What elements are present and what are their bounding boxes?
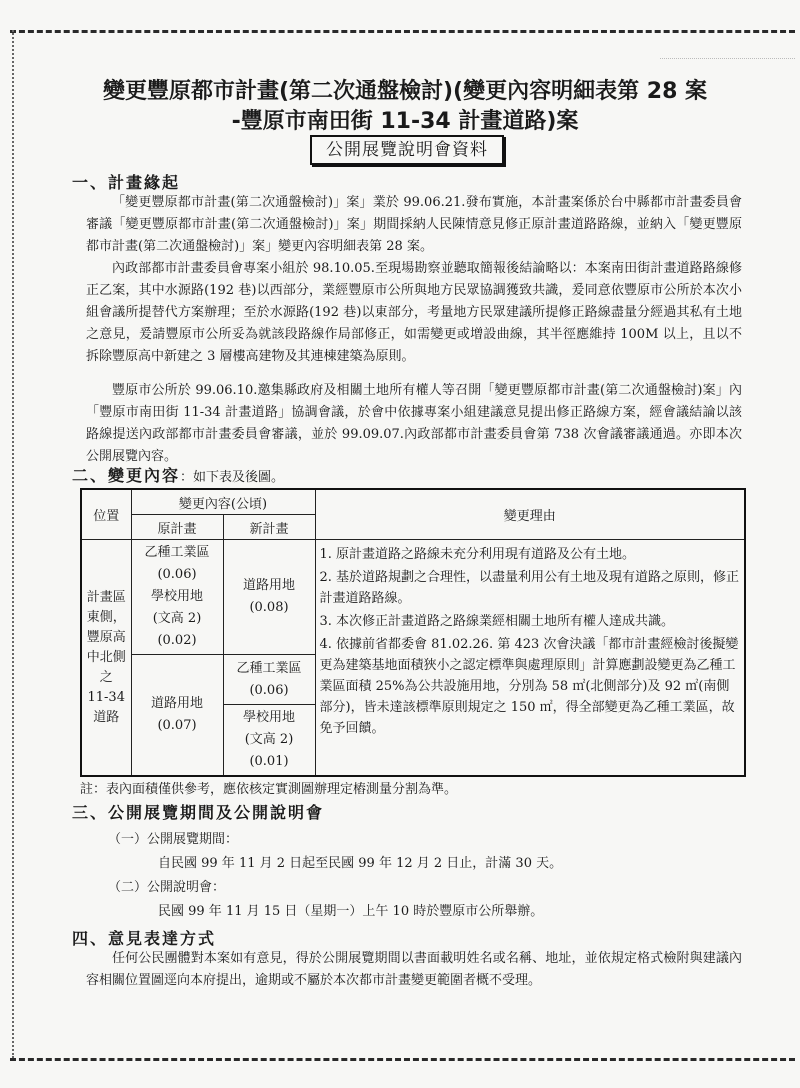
table-cell-row2-original bbox=[131, 655, 223, 777]
section-2-heading-text: 二、變更內容 bbox=[72, 466, 181, 485]
cell-line: 道路用地 bbox=[150, 696, 203, 711]
document-title-line-1: 變更豐原都市計畫(第二次通盤檢討)(變更內容明細表第 28 案 bbox=[102, 79, 708, 104]
reason-item: 1. 原計畫道路之路線未充分利用現有道路及公有土地。 bbox=[319, 547, 636, 562]
exhibition-period-text: 自民國 99 年 11 月 2 日起至民國 99 年 12 月 2 日止，計滿 30 天。 bbox=[158, 856, 563, 871]
scan-border-top bbox=[10, 30, 795, 33]
briefing-session-label: （二）公開說明會： bbox=[108, 880, 226, 895]
cell-line: (0.06) bbox=[249, 682, 289, 698]
table-footnote: 註：表內面積僅供參考，應依核定實測圖辦理定樁測量分割為準。 bbox=[80, 782, 458, 797]
cell-line: 乙種工業區 bbox=[144, 545, 210, 560]
position-line: 東側， bbox=[86, 609, 126, 625]
section-1-paragraph-3: 豐原市公所於 99.06.10.邀集縣政府及相關土地所有權人等召開「變更豐原都市計畫(第二次通盤檢討)案」內「豐原市南田街 11-34 計畫道路」協調會議，於會中依據專案小組建議意見提出修正路線方案，經會議結論以該路線提送內政部都市計畫委員會審議，並於 99.09.07.內政部都市計畫委員會第 738 次會議審議通過。亦即本次公開展覽內容。 bbox=[86, 383, 742, 464]
position-line: 道路 bbox=[93, 709, 120, 725]
section-4-paragraph: 任何公民團體對本案如有意見，得於公開展覽期間以書面載明姓名或名稱、地址，並依規定格式檢附與建議內容相關位置圖逕向本府提出，逾期或不屬於本次都市計畫變更範圍者概不受理。 bbox=[86, 951, 742, 988]
reason-item: 4. 依據前省都委會 81.02.26. 第 423 次會決議「都市計畫經檢討後擬變更為建築基地面積狹小之認定標準與處理原則」計算應劃設變更為乙種工業區面積 25%為公共設施用地，分別為 58 ㎡(北側部分)及 92 ㎡(南側部分)，皆未達該標準原則規定之 150 ㎡，得全部變更為乙種工業區，故免予回饋。 bbox=[319, 637, 739, 736]
cell-line: 學校用地 bbox=[242, 710, 295, 725]
position-line: 計畫區 bbox=[86, 589, 126, 605]
cell-line: (0.08) bbox=[249, 600, 289, 615]
position-line: 中北側 bbox=[86, 649, 126, 665]
table-cell-row2-new-a bbox=[223, 655, 315, 705]
cell-line: (0.02) bbox=[157, 633, 197, 648]
cell-line: (文高 2) bbox=[152, 611, 202, 626]
briefing-session-text: 民國 99 年 11 月 15 日（星期一）上午 10 時於豐原市公所舉辦。 bbox=[158, 904, 544, 919]
cell-line: (0.06) bbox=[157, 567, 197, 582]
section-2-heading-note: ：如下表及後圖。 bbox=[180, 470, 285, 485]
table-cell-row1-new bbox=[223, 540, 315, 655]
cell-line: 道路用地 bbox=[242, 578, 295, 593]
scan-border-bottom bbox=[10, 1058, 795, 1061]
document-title-line-2: -豐原市南田街 11-34 計畫道路)案 bbox=[231, 109, 579, 134]
table-header-change: 變更內容(公頃) bbox=[131, 489, 315, 515]
cell-line: 乙種工業區 bbox=[236, 660, 302, 676]
section-2-heading bbox=[72, 463, 284, 486]
table-header-reason: 變更理由 bbox=[315, 489, 745, 540]
table-header-original: 原計畫 bbox=[131, 515, 223, 540]
table-cell-position bbox=[81, 540, 131, 777]
cell-line: 學校用地 bbox=[150, 589, 203, 604]
reason-item: 3. 本次修正計畫道路之路線業經相關土地所有權人達成共識。 bbox=[319, 614, 675, 629]
bleed-through-mark bbox=[660, 58, 795, 71]
section-1-heading: 一、計畫緣起 bbox=[72, 173, 181, 192]
table-header-position: 位置 bbox=[81, 489, 131, 540]
table-header-new: 新計畫 bbox=[223, 515, 315, 540]
table-cell-row1-original bbox=[131, 540, 223, 655]
document-subtitle: 公開展覽說明會資料 bbox=[310, 135, 504, 165]
cell-line: (0.07) bbox=[157, 718, 197, 733]
section-1-paragraph-2: 內政部都市計畫委員會專案小組於 98.10.05.至現場勘察並聽取簡報後結論略以：本案南田街計畫道路路線修正乙案，其中水源路(192 巷)以西部分，業經豐原市公所與地方民眾協調獲致共識，爰同意依豐原市公所於本次小組會議所提替代方案辦理；至於水源路(192 巷)以東部分，考量地方民眾建議所提修正路線盡量分經過其私有土地之意見，爰請豐原市公所妥為就該段路線作局部修正，如需變更或增設曲線，其半徑應維持 100M 以上，且以不拆除豐原高中新建之 3 層樓高建物及其連棟建築為原則。 bbox=[86, 261, 742, 364]
position-line: 11-34 bbox=[87, 689, 125, 705]
reason-item: 2. 基於道路規劃之合理性，以盡量利用公有土地及現有道路之原則，修正計畫道路路線。 bbox=[319, 570, 740, 606]
scan-border-left bbox=[12, 30, 14, 1058]
cell-line: (0.01) bbox=[249, 754, 289, 769]
section-3-heading: 三、公開展覽期間及公開說明會 bbox=[72, 803, 325, 822]
exhibition-period-label: （一）公開展覽期間： bbox=[108, 832, 239, 847]
section-4-heading: 四、意見表達方式 bbox=[72, 929, 217, 948]
section-1-paragraph-1: 「變更豐原都市計畫(第二次通盤檢討)」案」業於 99.06.21.發布實施，本計畫案係於台中縣都市計畫委員會審議「變更豐原都市計畫(第二次通盤檢討)」案」期間採納人民陳情意見修正原計畫道路路線，並納入「變更豐原都市計畫(第二次通盤檢討)」案」變更內容明細表第 28 案。 bbox=[86, 195, 742, 254]
position-line: 之 bbox=[99, 669, 113, 685]
table-cell-reasons bbox=[315, 540, 745, 777]
position-line: 豐原高 bbox=[86, 629, 126, 645]
table-cell-row2-new-b bbox=[223, 705, 315, 777]
change-content-table bbox=[80, 488, 746, 777]
cell-line: (文高 2) bbox=[244, 732, 294, 747]
